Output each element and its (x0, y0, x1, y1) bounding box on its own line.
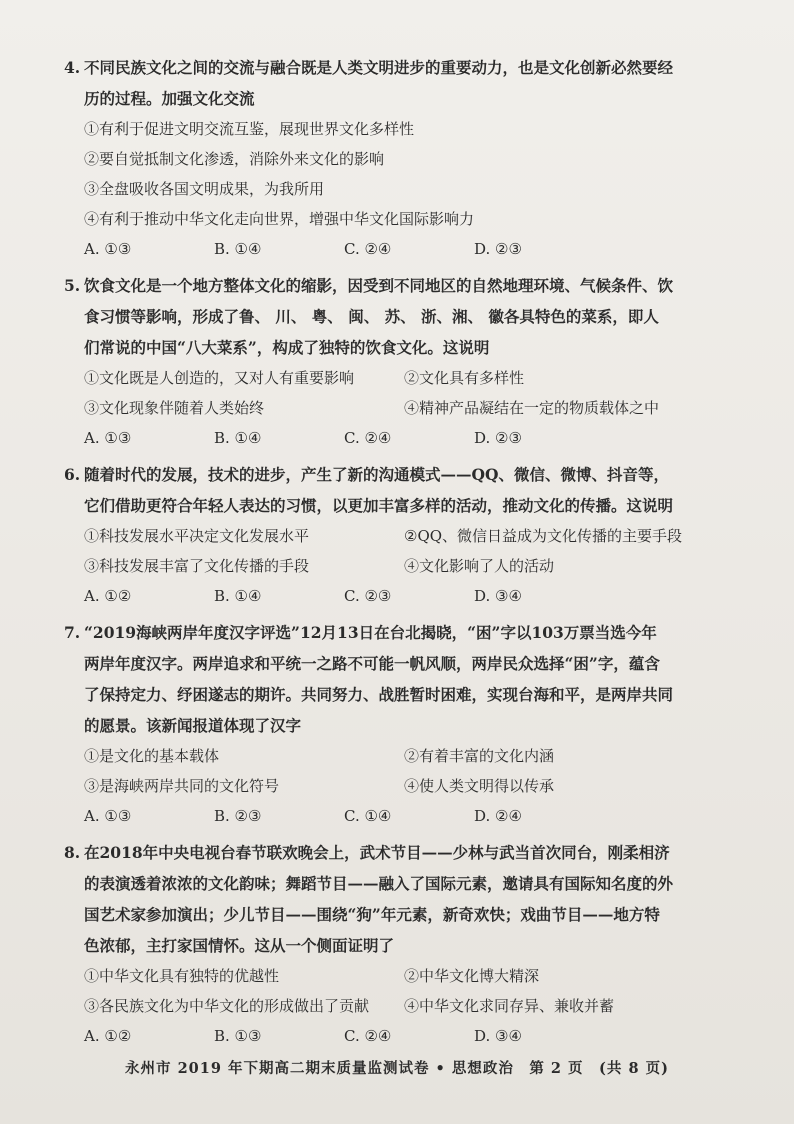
answer-choices (64, 423, 724, 453)
statement: ①是文化的基本载体 (84, 747, 220, 765)
statement: ③各民族文化为中华文化的形成做出了贡献 (84, 997, 370, 1015)
question-stem-text: 在2018年中央电视台春节联欢晚会上，武术节目——少林与武当首次同台，刚柔相济 (84, 843, 670, 862)
statement: ③全盘吸收各国文明成果，为我所用 (84, 180, 325, 198)
question-number: 5. (64, 276, 81, 295)
answer-choice: C. ①④ (344, 807, 392, 825)
answer-choice: D. ②③ (474, 240, 522, 258)
question-stem-text: “2019海峡两岸年度汉字评选”12月13日在台北揭晓，“困”字以103万票当选今年 (84, 623, 657, 642)
statement: ②QQ、微信日益成为文化传播的主要手段 (404, 527, 683, 545)
question-stem-text: 饮食文化是一个地方整体文化的缩影，因受到不同地区的自然地理环境、气候条件、饮 (84, 276, 674, 295)
answer-choice: A. ①③ (84, 240, 132, 258)
answer-choice: D. ②④ (474, 807, 522, 825)
statement: ②中华文化博大精深 (404, 967, 540, 985)
question-stem-line: 的愿景。该新闻报道体现了汉字 (84, 716, 302, 735)
answer-choice: A. ①③ (84, 429, 132, 447)
question-stem-line: 两岸年度汉字。两岸追求和平统一之路不可能一帆风顺，两岸民众选择“困”字，蕴含 (84, 654, 660, 673)
answer-choice: C. ②③ (344, 587, 392, 605)
question-stem-line: 们常说的中国“八大菜系”，构成了独特的饮食文化。这说明 (84, 338, 490, 357)
question-number: 8. (64, 843, 81, 862)
statement: ②有着丰富的文化内涵 (404, 747, 555, 765)
question-stem-line: 食习惯等影响，形成了鲁、 川、 粤、 闽、 苏、 浙、湘、 徽各具特色的菜系，即人 (84, 307, 659, 326)
question-6 (64, 459, 724, 611)
statement-row (64, 363, 724, 393)
statement: ④使人类文明得以传承 (404, 777, 555, 795)
question-list (64, 52, 724, 1051)
answer-choice: B. ①③ (214, 1027, 262, 1045)
question-stem (64, 837, 724, 868)
answer-choice: C. ②④ (344, 429, 392, 447)
question-stem (64, 459, 724, 490)
answer-choice: B. ②③ (214, 807, 262, 825)
answer-choices (64, 801, 724, 831)
statement: ①科技发展水平决定文化发展水平 (84, 527, 310, 545)
statement-row (64, 741, 724, 771)
question-stem-line: 的表演透着浓浓的文化韵味；舞蹈节目——融入了国际元素，邀请具有国际知名度的外 (84, 874, 674, 893)
answer-choices (64, 1021, 724, 1051)
statement: ②要自觉抵制文化渗透，消除外来文化的影响 (84, 150, 385, 168)
question-stem (64, 617, 724, 648)
answer-choice: B. ①④ (214, 429, 262, 447)
question-stem-line: 了保持定力、纾困遂志的期许。共同努力、战胜暂时困难，实现台海和平，是两岸共同 (84, 685, 674, 704)
question-number: 6. (64, 465, 81, 484)
answer-choice: D. ③④ (474, 587, 522, 605)
statement-row (64, 991, 724, 1021)
question-number: 4. (64, 58, 81, 77)
statement: ①中华文化具有独特的优越性 (84, 967, 280, 985)
question-stem-text: 随着时代的发展，技术的进步，产生了新的沟通模式——QQ、微信、微博、抖音等， (84, 465, 670, 484)
question-5 (64, 270, 724, 453)
question-stem-line: 它们借助更符合年轻人表达的习惯，以更加丰富多样的活动，推动文化的传播。这说明 (84, 496, 674, 515)
statement-row (64, 393, 724, 423)
question-stem-line: 历的过程。加强文化交流 (84, 89, 255, 108)
answer-choice: C. ②④ (344, 1027, 392, 1045)
answer-choice: A. ①② (84, 1027, 132, 1045)
question-number: 7. (64, 623, 81, 642)
statement: ④精神产品凝结在一定的物质载体之中 (404, 399, 660, 417)
question-8 (64, 837, 724, 1051)
answer-choice: A. ①② (84, 587, 132, 605)
statement: ①文化既是人创造的，又对人有重要影响 (84, 369, 355, 387)
statement: ③文化现象伴随着人类始终 (84, 399, 265, 417)
statement: ④有利于推动中华文化走向世界，增强中华文化国际影响力 (84, 210, 475, 228)
question-stem (64, 52, 724, 83)
answer-choices (64, 581, 724, 611)
answer-choice: D. ②③ (474, 429, 522, 447)
answer-choices (64, 234, 724, 264)
question-7 (64, 617, 724, 831)
statement: ②文化具有多样性 (404, 369, 525, 387)
question-stem-text: 不同民族文化之间的交流与融合既是人类文明进步的重要动力，也是文化创新必然要经 (84, 58, 674, 77)
question-stem (64, 270, 724, 301)
statement-row (64, 961, 724, 991)
statement-row (64, 771, 724, 801)
answer-choice: D. ③④ (474, 1027, 522, 1045)
answer-choice: A. ①③ (84, 807, 132, 825)
statement: ④中华文化求同存异、兼收并蓄 (404, 997, 615, 1015)
page-footer: 永州市 2019 年下期高二期末质量监测试卷 • 思想政治 第 2 页 (共 8 页) (125, 1060, 669, 1077)
question-4 (64, 52, 724, 264)
statement-row (64, 521, 724, 551)
statement: ③科技发展丰富了文化传播的手段 (84, 557, 310, 575)
statement: ③是海峡两岸共同的文化符号 (84, 777, 280, 795)
statement-row (64, 551, 724, 581)
answer-choice: C. ②④ (344, 240, 392, 258)
answer-choice: B. ①④ (214, 240, 262, 258)
question-stem-line: 色浓郁，主打家国情怀。这从一个侧面证明了 (84, 936, 395, 955)
statement: ①有利于促进文明交流互鉴，展现世界文化多样性 (84, 120, 415, 138)
question-stem-line: 国艺术家参加演出；少儿节目——围绕“狗”年元素，新奇欢快；戏曲节目——地方特 (84, 905, 660, 924)
answer-choice: B. ①④ (214, 587, 262, 605)
statement: ④文化影响了人的活动 (404, 557, 555, 575)
